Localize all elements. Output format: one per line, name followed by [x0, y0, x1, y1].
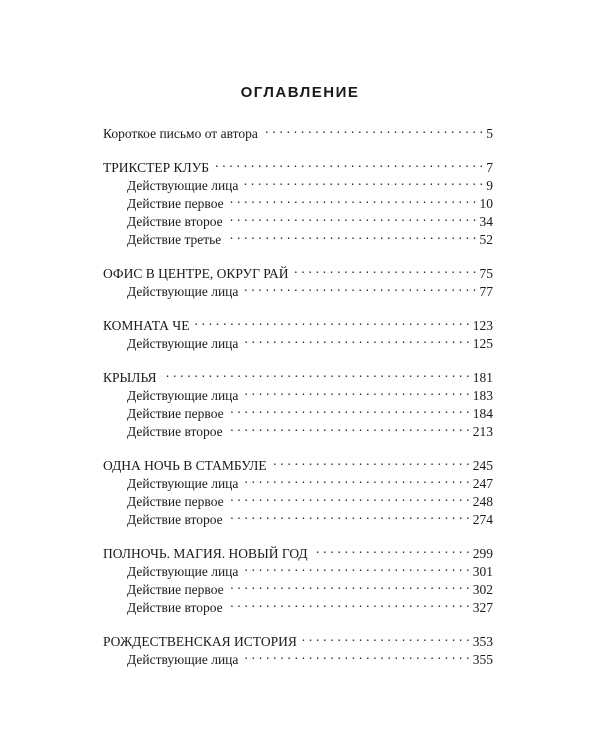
- dot-leader: [243, 558, 469, 576]
- toc-page-number: 355: [472, 652, 493, 667]
- dot-leader: [243, 646, 469, 664]
- toc-entry[interactable]: [103, 120, 493, 141]
- toc-page-number: 213: [472, 424, 493, 439]
- toc-page-number: 10: [479, 196, 493, 211]
- toc-entry[interactable]: [103, 452, 493, 473]
- toc-page-number: 274: [472, 512, 493, 527]
- dot-leader: [226, 226, 476, 244]
- toc-entry-label: Действие третье: [127, 232, 222, 247]
- toc-page-number: 247: [472, 476, 493, 491]
- dot-leader: [243, 172, 483, 190]
- toc-page-number: 183: [472, 388, 493, 403]
- toc-section: [103, 540, 493, 615]
- toc-entry-label: Действующие лица: [127, 284, 239, 299]
- toc-section: [103, 120, 493, 141]
- toc-entry-label: КОМНАТА ЧЕ: [103, 318, 190, 333]
- toc-entry-label: Действие второе: [127, 600, 223, 615]
- dot-leader: [272, 452, 470, 470]
- dot-leader: [229, 400, 470, 418]
- toc-page-number: 52: [479, 232, 493, 247]
- dot-leader: [243, 278, 476, 296]
- toc-page-number: 5: [486, 126, 493, 141]
- toc-entry-label: Действие первое: [127, 406, 224, 421]
- dot-leader: [313, 540, 470, 558]
- toc-entry-label: Действующие лица: [127, 178, 239, 193]
- toc-section: [103, 364, 493, 439]
- toc-page-number: 181: [472, 370, 493, 385]
- toc-entry-label: Действие второе: [127, 214, 223, 229]
- toc-page-number: 125: [472, 336, 493, 351]
- toc-entry-label: Действующие лица: [127, 564, 239, 579]
- toc-page-number: 302: [472, 582, 493, 597]
- toc-page-number: 7: [486, 160, 493, 175]
- toc-page-number: 327: [472, 600, 493, 615]
- toc-entry-label: Действие второе: [127, 424, 223, 439]
- dot-leader: [229, 190, 477, 208]
- toc-entry-label: РОЖДЕСТВЕНСКАЯ ИСТОРИЯ: [103, 634, 297, 649]
- dot-leader: [229, 488, 470, 506]
- dot-leader: [214, 154, 483, 172]
- toc-entry-label: Короткое письмо от автора: [103, 126, 258, 141]
- toc-entry-label: Действующие лица: [127, 388, 239, 403]
- dot-leader: [302, 628, 470, 646]
- toc-entry-label: Действие второе: [127, 512, 223, 527]
- toc-entry-label: ТРИКСТЕР КЛУБ: [103, 160, 210, 175]
- toc-entry[interactable]: [103, 260, 493, 281]
- toc-page-number: 75: [479, 266, 493, 281]
- toc-page-number: 9: [486, 178, 493, 193]
- dot-leader: [228, 506, 470, 524]
- dot-leader: [228, 594, 470, 612]
- toc-entry[interactable]: [103, 154, 493, 175]
- toc-entry[interactable]: [103, 312, 493, 333]
- dot-leader: [263, 120, 483, 138]
- toc-entry-label: Действующие лица: [127, 652, 239, 667]
- dot-leader: [243, 470, 469, 488]
- dot-leader: [161, 364, 469, 382]
- toc-entry-label: Действующие лица: [127, 336, 239, 351]
- toc-section: [103, 628, 493, 667]
- dot-leader: [229, 576, 470, 594]
- dot-leader: [243, 382, 469, 400]
- toc-entry-label: Действие первое: [127, 494, 224, 509]
- toc-entry-label: ПОЛНОЧЬ. МАГИЯ. НОВЫЙ ГОД: [103, 546, 308, 561]
- toc-page-number: 248: [472, 494, 493, 509]
- toc-entry-label: ОДНА НОЧЬ В СТАМБУЛЕ: [103, 458, 267, 473]
- toc-entry-label: Действие первое: [127, 582, 224, 597]
- dot-leader: [228, 418, 470, 436]
- page-title: ОГЛАВЛЕНИЕ: [240, 84, 360, 101]
- toc-page-number: 353: [472, 634, 493, 649]
- toc-entry[interactable]: [103, 628, 493, 649]
- dot-leader: [228, 208, 477, 226]
- toc-entry-label: ОФИС В ЦЕНТРЕ, ОКРУГ РАЙ: [103, 266, 289, 281]
- toc-page-number: 299: [472, 546, 493, 561]
- toc-entry[interactable]: [103, 540, 493, 561]
- dot-leader: [243, 330, 469, 348]
- dot-leader: [294, 260, 477, 278]
- toc-page-number: 123: [472, 318, 493, 333]
- toc-entry[interactable]: [103, 364, 493, 385]
- toc-page-number: 245: [472, 458, 493, 473]
- dot-leader: [194, 312, 469, 330]
- toc-entry-label: Действующие лица: [127, 476, 239, 491]
- toc-entry-label: Действие первое: [127, 196, 224, 211]
- toc-page-number: 77: [479, 284, 493, 299]
- toc-page-number: 301: [472, 564, 493, 579]
- toc-section: [103, 154, 493, 247]
- toc-subentry[interactable]: [103, 382, 493, 403]
- toc-entry-label: КРЫЛЬЯ: [103, 370, 157, 385]
- toc-section: [103, 452, 493, 527]
- table-of-contents: [103, 120, 493, 680]
- toc-section: [103, 312, 493, 351]
- toc-section: [103, 260, 493, 299]
- toc-page-number: 34: [479, 214, 493, 229]
- toc-page-number: 184: [472, 406, 493, 421]
